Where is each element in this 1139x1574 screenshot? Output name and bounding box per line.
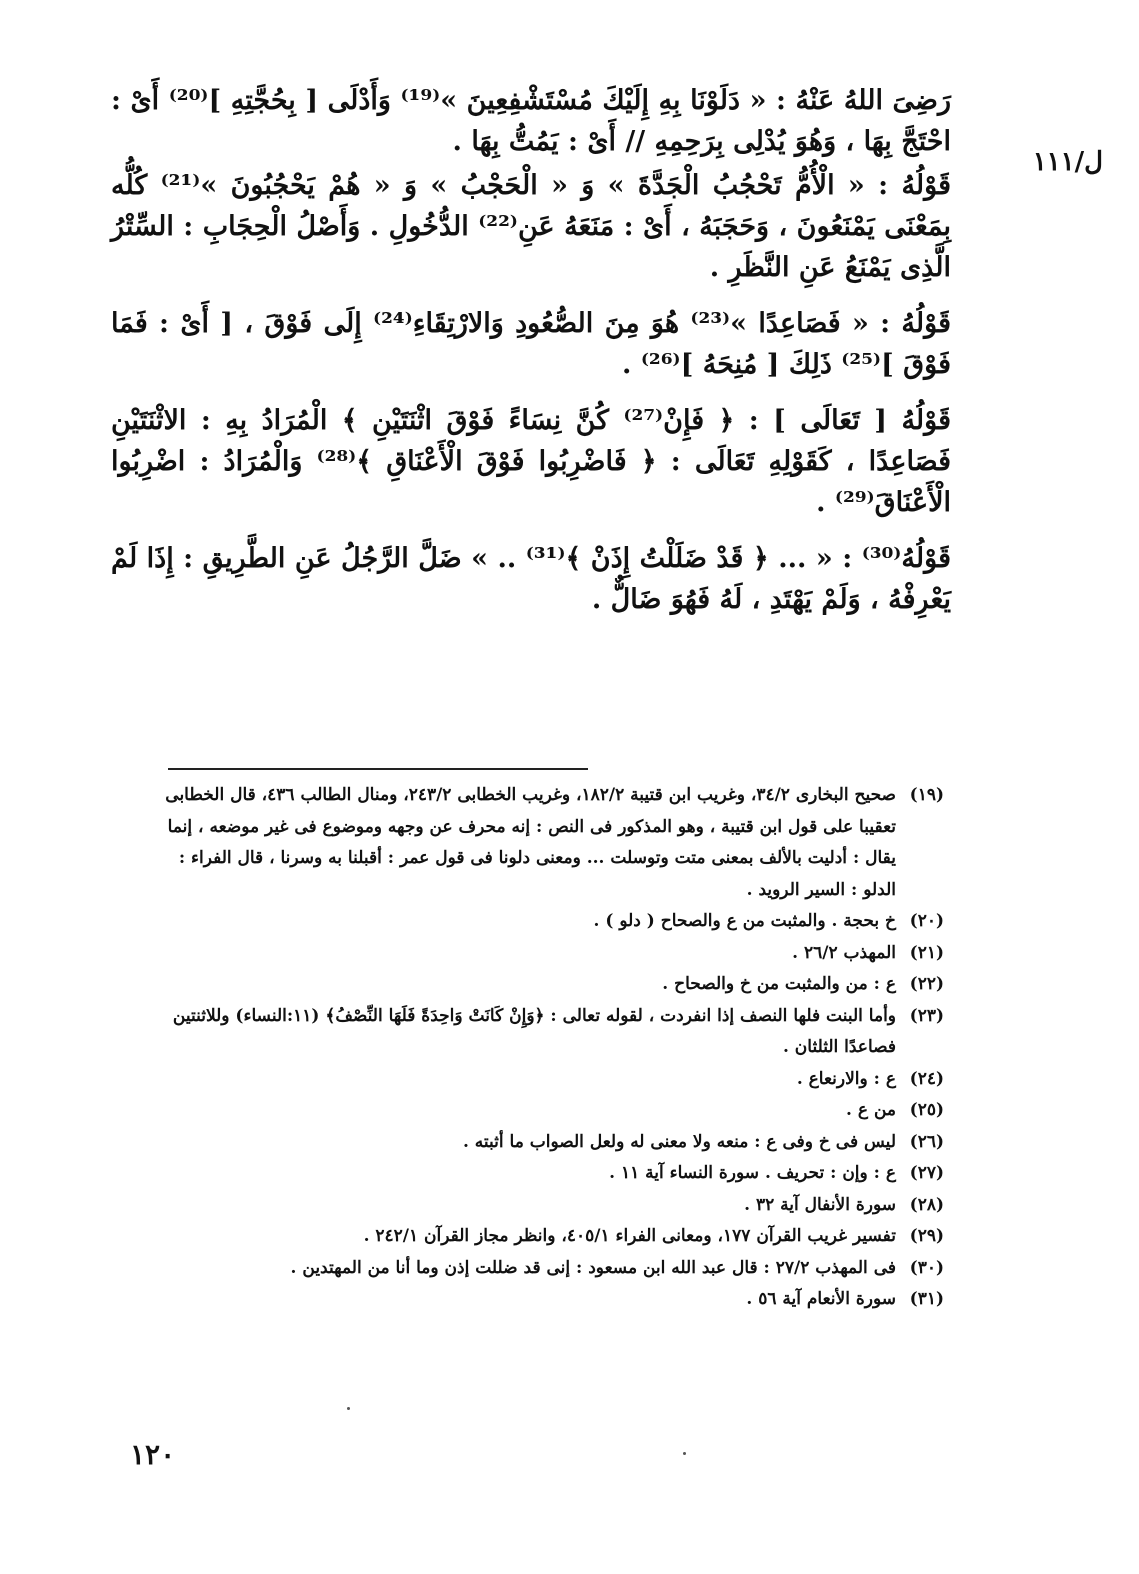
main-paragraph: قَوْلُهُ : « فَصَاعِدًا »⁽²³⁾ هُوَ مِنَ الصُّعُودِ وَالارْتِقَاءِ⁽²⁴⁾ إِلَى فَوْقَ ، [ أَىْ : فَمَا فَوْقَ ]⁽²⁵⁾ ذَلِكَ [ مُنِحَهُ ]⁽²⁶⁾ . xyxy=(111,308,951,380)
footnote xyxy=(144,1127,944,1159)
footnote xyxy=(144,1190,944,1222)
footnote-number: (٢٠) xyxy=(909,911,944,931)
footnote-text: ع : والارنعاع . xyxy=(796,1068,896,1089)
footnote-text: ع : من والمثبت من خ والصحاح . xyxy=(662,974,896,994)
scan-speck xyxy=(683,1452,686,1455)
footnote-number: (٢٢) xyxy=(909,974,944,994)
main-text-body xyxy=(111,80,951,635)
footnote xyxy=(144,1095,944,1127)
footnote-number: (٢٧) xyxy=(909,1163,944,1183)
footnotes-list xyxy=(144,780,944,1316)
footnote xyxy=(144,1158,944,1190)
main-paragraph: قَوْلُهُ : « الْأُمُّ تَحْجُبُ الْجَدَّةَ » وَ « الْحَجْبُ » وَ « هُمْ يَحْجُبُونَ »⁽²¹⁾ كُلُّه بِمَعْنَى يَمْنَعُونَ ، وَحَجَبَهُ ، أَىْ : مَنَعَهُ عَنِ⁽²²⁾ الدُّخُولِ . وَأَصْلُ الْحِجَابِ : السِّتْرُ الَّذِى يَمْنَعُ عَنِ النَّظَرِ . xyxy=(111,170,952,283)
footnote-number: (١٩) xyxy=(909,785,944,805)
footnote-text: صحيح البخارى ٣٤/٢، وغريب ابن قتيبة ١٨٢/٢، وغريب الخطابى ٢٤٣/٢، ومنال الطالب ٤٣٦، قال الخطابى تعقيبا على قول ابن قتيبة ، وهو المذكور فى النص : إنه محرف عن وجهه وموضوع فى غير موضعه ، إنما يقال : أدليت بالألف بمعنى متت وتوسلت ... ومعنى دلونا فى قول عمر : أقبلنا به وسرنا ، قال الفراء : الدلو : السير الرويد . xyxy=(165,785,896,900)
main-paragraph: رَضِىَ اللهُ عَنْهُ : « دَلَوْنَا بِهِ إِلَيْكَ مُسْتَشْفِعِينَ »⁽¹⁹⁾ وَأَدْلَى [ بِحُجَّتِهِ ]⁽²⁰⁾ أَىْ : احْتَجَّ بِهَا ، وَهُوَ يُدْلِى بِرَحِمِهِ // أَىْ : يَمُتُّ بِهَا . xyxy=(111,85,951,157)
footnote-text: المهذب ٢٦/٢ . xyxy=(792,942,896,963)
footnote-text: سورة الأنفال آية ٣٢ . xyxy=(744,1194,896,1215)
main-paragraph: قَوْلُهُ⁽³⁰⁾ : « ... ﴿ قَدْ ضَلَلْتُ إِذَنْ ﴾⁽³¹⁾ .. » ضَلَّ الرَّجُلُ عَنِ الطَّرِيقِ : إِذَا لَمْ يَعْرِفْهُ ، وَلَمْ يَهْتَدِ ، لَهُ فَهُوَ ضَالٌّ . xyxy=(111,543,951,615)
footnote xyxy=(144,969,944,1001)
footnote xyxy=(144,1253,944,1285)
footnote-number: (٢٥) xyxy=(909,1100,944,1120)
footnote-text: خ بحجة . والمثبت من ع والصحاح ( دلو ) . xyxy=(593,911,896,931)
footnote-text: فى المهذب ٢٧/٢ : قال عبد الله ابن مسعود : إنى قد ضللت إذن وما أنا من المهتدين . xyxy=(290,1257,896,1278)
footnote-number: (٢٦) xyxy=(909,1131,944,1152)
manuscript-folio-note: ل/١١١ xyxy=(1032,147,1103,177)
footnote xyxy=(144,1064,944,1096)
main-paragraph: قَوْلُهُ [ تَعَالَى ] : ﴿ فَإِنْ⁽²⁷⁾ كُنَّ نِسَاءً فَوْقَ اثْنَتَيْنِ ﴾ الْمُرَادُ بِهِ : الاثْنَتَيْنِ فَصَاعِدًا ، كَقَوْلِهِ تَعَالَى : ﴿ فَاضْرِبُوا فَوْقَ الْأَعْنَاقِ ﴾⁽²⁸⁾ وَالْمُرَادُ : اضْرِبُوا الْأَعْنَاقَ⁽²⁹⁾ . xyxy=(111,405,952,518)
footnote-separator xyxy=(168,768,588,770)
page-number: ١٢٠ xyxy=(130,1438,176,1471)
footnote-number: (٢١) xyxy=(909,942,944,963)
footnote xyxy=(144,780,944,906)
footnote-number: (٢٨) xyxy=(909,1194,944,1215)
footnote-number: (٢٩) xyxy=(909,1226,944,1246)
footnote-text: ليس فى خ وفى ع : منعه ولا معنى له ولعل الصواب ما أثبته . xyxy=(462,1131,896,1152)
footnote xyxy=(144,906,944,938)
footnote-text: سورة الأنعام آية ٥٦ . xyxy=(746,1289,896,1309)
footnote-text: وأما البنت فلها النصف إذا انفردت ، لقوله تعالى : ﴿وَإِنْ كَانَتْ وَاحِدَةً فَلَهَا النِّصْفُ﴾ (١١:النساء) وللاثنتين فصاعدًا الثلثان . xyxy=(172,1005,896,1057)
footnote xyxy=(144,1284,944,1316)
footnote-number: (٣٠) xyxy=(909,1257,944,1278)
footnote xyxy=(144,938,944,970)
footnote-number: (٢٤) xyxy=(909,1068,944,1089)
footnote-text: من ع . xyxy=(846,1100,896,1120)
footnote xyxy=(144,1221,944,1253)
footnote-text: تفسير غريب القرآن ١٧٧، ومعانى الفراء ٤٠٥/١، وانظر مجاز القرآن ٢٤٢/١ . xyxy=(363,1226,896,1246)
footnote xyxy=(144,1001,944,1064)
scan-speck xyxy=(347,1407,350,1410)
footnote-number: (٣١) xyxy=(909,1289,944,1309)
footnote-number: (٢٣) xyxy=(909,1005,944,1026)
footnote-text: ع : وإن : تحريف . سورة النساء آية ١١ . xyxy=(609,1163,896,1183)
